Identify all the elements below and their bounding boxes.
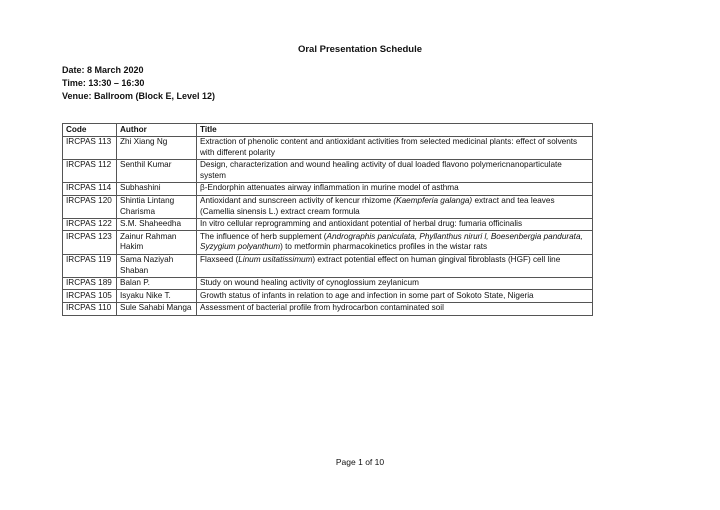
session-time: Time: 13:30 – 16:30 [62,78,145,88]
table-row [63,290,593,303]
column-header-code: Code [63,124,117,137]
title-segment: Study on wound healing activity of cynoglossium zeylanicum [200,278,419,288]
cell-author: Zhi Xiang Ng [117,136,197,159]
cell-author: Isyaku Nike T. [117,290,197,303]
table-header-row [63,124,593,137]
title-italic-segment: (Kaempferia galanga) [393,196,473,206]
table-row [63,136,593,159]
cell-title [197,218,593,231]
title-segment: Extraction of phenolic content and antioxidant activities from selected medicinal plants: effect of solvents with different polarity [200,137,578,157]
cell-code: IRCPAS 119 [63,254,117,277]
column-header-title: Title [197,124,593,137]
cell-title [197,159,593,182]
title-segment: Growth status of infants in relation to age and infection in some part of Sokoto State, Nigeria [200,290,534,300]
cell-author: Sule Sahabi Manga [117,302,197,315]
title-segment: Flaxseed ( [200,255,239,265]
page-title: Oral Presentation Schedule [297,44,423,55]
cell-code: IRCPAS 122 [63,218,117,231]
cell-code: IRCPAS 120 [63,195,117,218]
cell-title [197,231,593,254]
title-segment: In vitro cellular reprogramming and antioxidant potential of herbal drug: fumaria officinalis [200,219,523,229]
table-row [63,254,593,277]
title-segment: Design, characterization and wound healing activity of dual loaded flavono polymericnanoparticulate system [200,160,562,180]
cell-author: Sama Naziyah Shaban [117,254,197,277]
title-italic-segment: Andrographis paniculata, Phyllanthus niruri l, Boesenbergia pandurata, Syzygium polyanthum [200,231,583,252]
column-header-author: Author [117,124,197,137]
cell-code: IRCPAS 113 [63,136,117,159]
table-row [63,218,593,231]
cell-title [197,254,593,277]
table-row [63,231,593,254]
table-row [63,182,593,195]
cell-code: IRCPAS 110 [63,302,117,315]
title-segment: The influence of herb supplement ( [200,231,327,241]
session-details [62,64,215,103]
cell-title [197,182,593,195]
cell-title [197,302,593,315]
cell-code: IRCPAS 123 [63,231,117,254]
cell-code: IRCPAS 114 [63,182,117,195]
title-segment: extract and tea leaves (Camellia sinensis L.) extract cream formula [200,196,555,216]
cell-title [197,195,593,218]
cell-author: Subhashini [117,182,197,195]
cell-author: Senthil Kumar [117,159,197,182]
title-segment: β-Endorphin attenuates airway inflammation in murine model of asthma [200,183,459,193]
cell-author: Zainur Rahman Hakim [117,231,197,254]
table-row [63,277,593,290]
table-row [63,302,593,315]
cell-code: IRCPAS 189 [63,277,117,290]
cell-title [197,136,593,159]
table-row [63,195,593,218]
cell-title [197,277,593,290]
session-venue: Venue: Ballroom (Block E, Level 12) [62,91,216,101]
title-segment: Antioxidant and sunscreen activity of kencur rhizome [200,196,394,206]
page-number: Page 1 of 10 [335,457,385,467]
cell-author: S.M. Shaheedha [117,218,197,231]
session-date: Date: 8 March 2020 [62,65,144,75]
title-segment: ) to metformin pharmacokinetics profiles in the wistar rats [280,242,488,252]
cell-title [197,290,593,303]
title-segment: ) extract potential effect on human gingival fibroblasts (HGF) cell line [312,255,561,265]
cell-author: Balan P. [117,277,197,290]
cell-code: IRCPAS 112 [63,159,117,182]
title-italic-segment: Linum usitatissimum [238,255,313,265]
table-row [63,159,593,182]
schedule-table [62,123,593,316]
cell-author: Shintia Lintang Charisma [117,195,197,218]
cell-code: IRCPAS 105 [63,290,117,303]
title-segment: Assessment of bacterial profile from hydrocarbon contaminated soil [200,303,444,313]
